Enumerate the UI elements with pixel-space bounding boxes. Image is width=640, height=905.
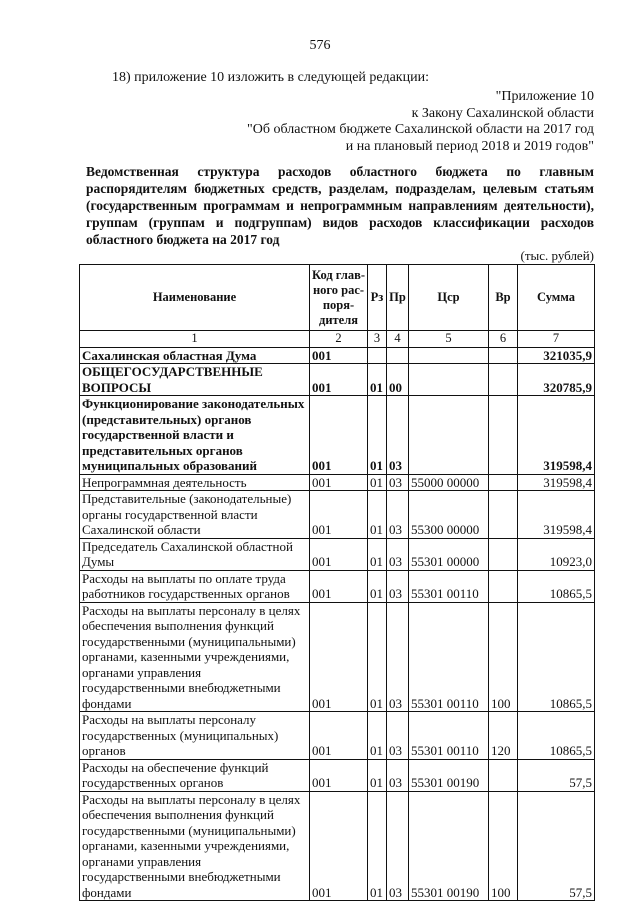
header-csr: Цср [409,265,489,331]
row-vr [489,364,518,396]
row-sum: 319598,4 [518,491,595,539]
table-row [80,570,595,602]
row-sum: 10865,5 [518,570,595,602]
row-rz: 01 [368,474,387,491]
row-vr [489,474,518,491]
appendix-line: и на плановый период 2018 и 2019 годов" [345,138,594,154]
row-csr: 55301 00000 [409,538,489,570]
row-vr [489,570,518,602]
row-code: 001 [310,396,368,475]
row-vr [489,396,518,475]
column-number: 4 [387,331,409,348]
row-code: 001 [310,538,368,570]
row-sum: 321035,9 [518,347,595,364]
budget-table [79,264,595,901]
row-name: Расходы на выплаты персоналу в целях обеспечения выполнения функций государственными (муниципальными) органами, казенными учреждениями, органами управления государственными внебюджетными фондами [80,602,310,712]
table-row [80,364,595,396]
row-csr [409,347,489,364]
row-name: Представительные (законодательные) органы государственной власти Сахалинской области [80,491,310,539]
row-csr: 55300 00000 [409,491,489,539]
row-name: Сахалинская областная Дума [80,347,310,364]
row-sum: 57,5 [518,759,595,791]
appendix-line: "Приложение 10 [495,89,594,104]
row-name: Расходы на выплаты по оплате труда работников государственных органов [80,570,310,602]
column-number: 5 [409,331,489,348]
row-code: 001 [310,759,368,791]
column-number: 6 [489,331,518,348]
row-name: Функционирование законодательных (представительных) органов государственной власти и представительных органов муниципальных образований [80,396,310,475]
column-number: 1 [80,331,310,348]
row-rz: 01 [368,364,387,396]
column-number: 7 [518,331,595,348]
row-pr [387,347,409,364]
row-pr: 03 [387,759,409,791]
table-row [80,474,595,491]
row-pr: 03 [387,491,409,539]
row-csr: 55000 00000 [409,474,489,491]
row-pr: 03 [387,570,409,602]
row-pr: 03 [387,791,409,901]
row-sum: 319598,4 [518,474,595,491]
row-code: 001 [310,570,368,602]
row-name: Расходы на обеспечение функций государственных органов [80,759,310,791]
row-sum: 320785,9 [518,364,595,396]
row-rz: 01 [368,602,387,712]
amendment-intro: 18) приложение 10 изложить в следующей редакции: [112,70,429,85]
table-row [80,712,595,760]
row-sum: 10923,0 [518,538,595,570]
row-csr: 55301 00110 [409,712,489,760]
column-number: 3 [368,331,387,348]
appendix-line: к Закону Сахалинской области [411,105,594,121]
row-code: 001 [310,491,368,539]
row-rz: 01 [368,791,387,901]
row-rz: 01 [368,759,387,791]
table-row [80,538,595,570]
row-csr [409,396,489,475]
row-rz: 01 [368,570,387,602]
header-pr: Пр [387,265,409,331]
row-code: 001 [310,602,368,712]
row-vr: 100 [489,791,518,901]
row-code: 001 [310,474,368,491]
row-sum: 10865,5 [518,712,595,760]
header-code: Код глав-ного рас-поря-дителя [310,265,368,331]
row-pr: 03 [387,538,409,570]
unit-label: (тыс. рублей) [520,248,594,263]
row-name: Расходы на выплаты персоналу государственных (муниципальных) органов [80,712,310,760]
document-heading: Ведомственная структура расходов областного бюджета по главным распорядителям бюджетных средств, разделам, подразделам, целевым статьям (государственным программам и непрограммным направлениям деятельности), группам (группам и подгруппам) видов расходов классификации расходов областного бюджета на 2017 год [86,164,594,247]
row-csr: 55301 00190 [409,791,489,901]
row-sum: 57,5 [518,791,595,901]
row-rz [368,347,387,364]
table-row [80,491,595,539]
table-row [80,396,595,475]
row-sum: 319598,4 [518,396,595,475]
row-vr [489,347,518,364]
header-name: Наименование [80,265,310,331]
row-vr: 120 [489,712,518,760]
table-row [80,347,595,364]
row-pr: 00 [387,364,409,396]
row-code: 001 [310,347,368,364]
row-name: Председатель Сахалинской областной Думы [80,538,310,570]
table-row [80,791,595,901]
row-name: Непрограммная деятельность [80,474,310,491]
row-rz: 01 [368,491,387,539]
column-number: 2 [310,331,368,348]
row-pr: 03 [387,474,409,491]
row-name: ОБЩЕГОСУДАРСТВЕННЫЕ ВОПРОСЫ [80,364,310,396]
table-row [80,759,595,791]
row-csr: 55301 00190 [409,759,489,791]
row-pr: 03 [387,396,409,475]
row-rz: 01 [368,396,387,475]
header-sum: Сумма [518,265,595,331]
header-rz: Рз [368,265,387,331]
row-pr: 03 [387,712,409,760]
row-code: 001 [310,791,368,901]
row-rz: 01 [368,538,387,570]
row-csr: 55301 00110 [409,570,489,602]
row-vr [489,759,518,791]
page-number: 576 [309,38,331,53]
row-name: Расходы на выплаты персоналу в целях обеспечения выполнения функций государственными (муниципальными) органами, казенными учреждениями, органами управления государственными внебюджетными фондами [80,791,310,901]
row-code: 001 [310,364,368,396]
appendix-line: "Об областном бюджете Сахалинской области на 2017 год [247,122,594,137]
row-vr [489,538,518,570]
row-code: 001 [310,712,368,760]
row-vr [489,491,518,539]
row-pr: 03 [387,602,409,712]
row-csr: 55301 00110 [409,602,489,712]
table-row [80,602,595,712]
row-csr [409,364,489,396]
row-sum: 10865,5 [518,602,595,712]
header-vr: Вр [489,265,518,331]
row-vr: 100 [489,602,518,712]
appendix-reference [247,89,594,155]
row-rz: 01 [368,712,387,760]
